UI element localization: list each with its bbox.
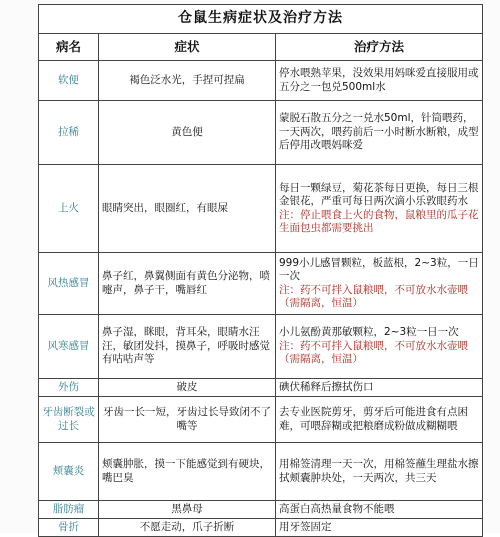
table-row [39,397,483,443]
treatment-text: 去专业医院剪牙，剪牙后可能进食有点困难，可喂辞糊或把粮磨成粉做成糊糊喂 [279,406,468,432]
symptom-text: 破皮 [99,379,276,397]
treatment-text: 用牙签固定 [279,520,332,533]
symptom-text: 眼睛突出，眼圈红，有眼屎 [99,165,276,253]
treatment-text: 蒙脱石散五分之一兑水50ml，针筒喂药，一天两次，喂药前后一小时断水断粮，成型后停用改喂妈咪爱 [279,112,479,152]
treatment-warning: 注：停止喂食上火的食物，鼠粮里的瓜子花生面包虫都需要挑出 [279,208,479,234]
table-row [39,315,483,379]
disease-name: 外伤 [39,379,99,397]
header-disease: 病名 [39,34,99,61]
treatment-text: 每日一颗绿豆，菊花茶每日更换，每日三根金银花，严重可每日两次滴小乐敦眼药水 [279,181,479,207]
table-title: 仓鼠生病症状及治疗方法 [39,5,483,34]
table-row [39,443,483,501]
treatment-text: 小儿氨酚黄那敏颗粒，2~3粒一日一次 [279,326,459,339]
treatment-text: 999小儿感冒颗粒，板蓝根，2~3粒，一日一次 [279,256,479,282]
treatment-cell [276,443,483,501]
disease-name: 骨折 [39,519,99,537]
treatment-cell [276,519,483,537]
treatment-cell [276,253,483,315]
treatment-cell [276,165,483,253]
treatment-text: 用棉签清理一天一次，用棉签蘸生理盐水擦拭颊囊肿块处，一天两次，共三天 [279,458,479,484]
table-row [39,501,483,519]
title-row [39,5,483,34]
disease-name: 拉稀 [39,101,99,165]
symptom-text: 不愿走动，爪子折断 [99,519,276,537]
disease-name: 脂肪瘤 [39,501,99,519]
treatment-cell [276,61,483,101]
treatment-cell [276,379,483,397]
disease-name: 软便 [39,61,99,101]
hamster-illness-table [38,4,483,537]
header-symptom: 症状 [99,34,276,61]
treatment-warning: 注：药不可拌入鼠粮喂，不可放水水壶喂（需隔离，恒温） [279,283,468,309]
header-row [39,34,483,61]
disease-name: 上火 [39,165,99,253]
table-row [39,101,483,165]
treatment-text: 停水喂熟苹果，没效果用妈咪爱直接服用或五分之一包兑500ml水 [279,67,479,93]
symptom-text: 鼻子红，鼻翼侧面有黄色分泌物，喷嚏声，鼻子干，嘴唇红 [99,253,276,315]
treatment-text: 高蛋白高热量食物不能喂 [279,502,395,515]
disease-name: 风热感冒 [39,253,99,315]
disease-name: 牙齿断裂或过长 [39,397,99,443]
table-row [39,379,483,397]
treatment-warning: 注：药不可拌入鼠粮喂，不可放水水壶喂（需隔离，恒温） [279,339,468,366]
disease-name: 风寒感冒 [39,315,99,379]
symptom-text: 牙齿一长一短，牙齿过长导致闭不了嘴等 [99,397,276,443]
symptom-text: 颊囊肿胀，摸一下能感觉到有硬块，嘴巴臭 [99,443,276,501]
header-treatment: 治疗方法 [276,34,483,61]
symptom-text: 鼻子湿，眯眼，背耳朵，眼睛水汪汪，敏团发抖，摸鼻子，呼吸时感觉有咕咕声等 [99,315,276,379]
table-row [39,253,483,315]
table-row [39,519,483,537]
treatment-cell [276,397,483,443]
treatment-text: 碘伏稀释后擦拭伤口 [279,380,374,393]
table-row [39,165,483,253]
treatment-cell [276,501,483,519]
treatment-cell [276,101,483,165]
table-row [39,61,483,101]
symptom-text: 黑鼻母 [99,501,276,519]
treatment-cell [276,315,483,379]
symptom-text: 褐色泛水光，手捏可捏扁 [99,61,276,101]
symptom-text: 黄色便 [99,101,276,165]
disease-name: 颊囊炎 [39,443,99,501]
